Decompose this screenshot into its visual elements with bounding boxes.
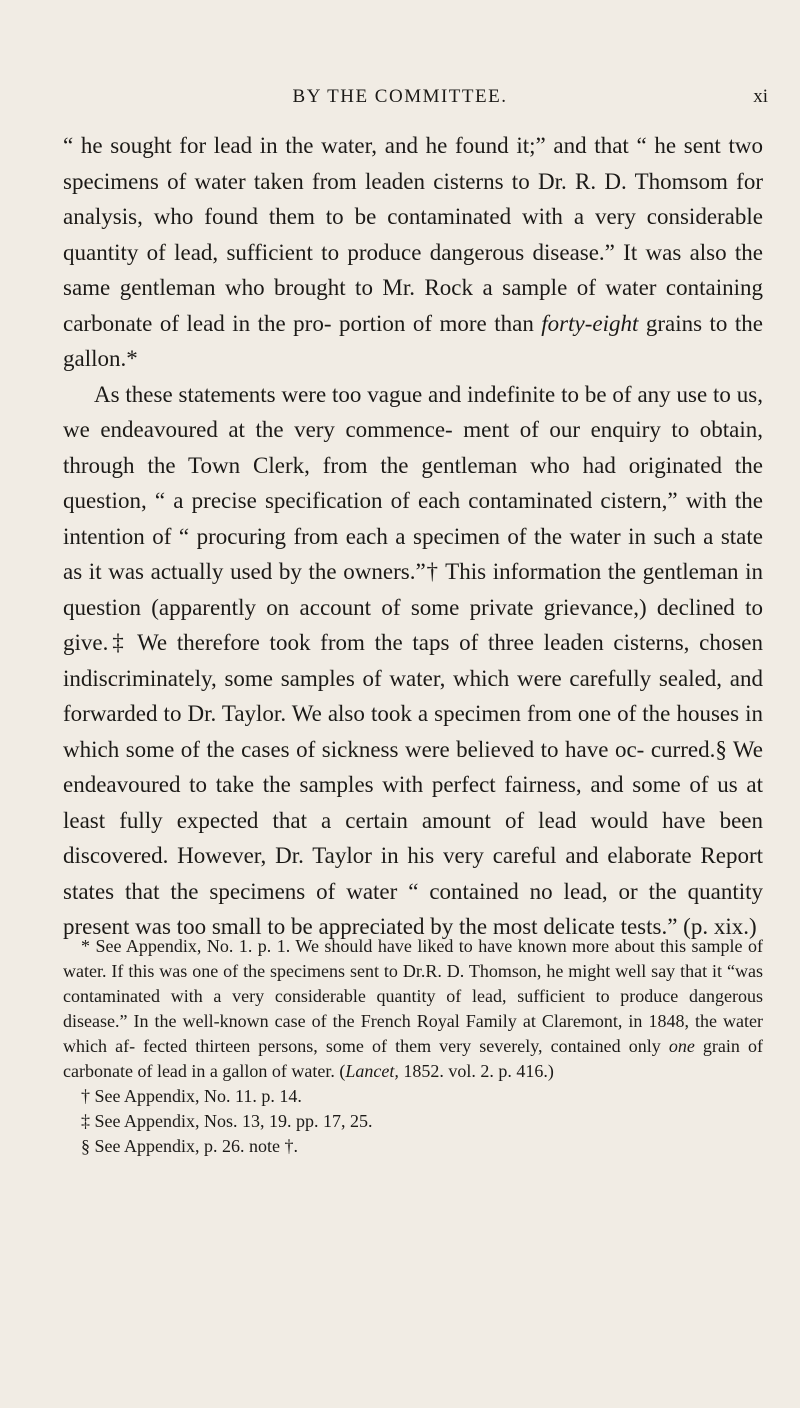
running-head xyxy=(0,86,800,116)
paragraph-1 xyxy=(63,128,763,377)
footnote-4: § See Appendix, p. 26. note †. xyxy=(81,1136,298,1156)
main-text xyxy=(63,128,763,945)
footnote-1-text-c: 1852. vol. 2. p. 416.) xyxy=(398,1061,554,1081)
footnote-1-emphasis-lancet: Lancet, xyxy=(345,1061,399,1081)
footnote-3: ‡ See Appendix, Nos. 13, 19. pp. 17, 25. xyxy=(81,1111,373,1131)
footnote-2: † See Appendix, No. 11. p. 14. xyxy=(81,1086,302,1106)
paragraph-1-text-a: “ he sought for lead in the water, and he found it;” and that “ he sent two specimens of water taken from leaden cisterns to Dr. R. D. Thomsom for analysis, who found them to be contaminated with a very considerable quantity of lead, sufficient to produce dangerous disease.” It was also the same gentleman who brought to Mr. Rock a sample of water containing carbonate of lead in the pro- portion of more than xyxy=(63,133,763,336)
paragraph-1-text-b: grains to the gallon.* xyxy=(63,310,763,371)
footnote-1-text-b: grain of carbonate of lead in a gallon of water. ( xyxy=(63,1036,763,1081)
page-number: xi xyxy=(753,86,768,107)
footnote-1-emphasis-one: one xyxy=(668,1036,695,1056)
paragraph-1-emphasis: forty-eight xyxy=(541,310,639,336)
footnotes xyxy=(63,934,763,1159)
footnote-1 xyxy=(63,934,763,1084)
paragraph-2: As these statements were too vague and indefinite to be of any use to us, we endeavoured at the very commence- ment of our enquiry to obtain, through the Town Clerk, from the gentleman who had originated the question, “ a precise specification of each contaminated cistern,” with the intention of “ procuring from each a specimen of the water in such a state as it was actually used by the owners.”† This information the gentleman in question (apparently on account of some private grievance,) declined to give.‡ We therefore took from the taps of three leaden cisterns, chosen indiscriminately, some samples of water, which were carefully sealed, and forwarded to Dr. Taylor. We also took a specimen from one of the houses in which some of the cases of sickness were believed to have oc- curred.§ We endeavoured to take the samples with perfect fairness, and some of us at least fully expected that a certain amount of lead would have been discovered. However, Dr. Taylor in his very careful and elaborate Report states that the specimens of water “ contained no lead, or the quantity present was too small to be appreciated by the most delicate tests.” (p. xix.) xyxy=(63,381,763,939)
footnote-1-text-a: * See Appendix, No. 1. p. 1. We should have liked to have known more about this sample of water. If this was one of the specimens sent to Dr.R. D. Thomson, he might well say that it “was contaminated with a very considerable quantity of lead, sufficient to produce dangerous disease.” In the well-known case of the French Royal Family at Claremont, in 1848, the water which af- fected thirteen persons, some of them very severely, contained only xyxy=(63,936,763,1056)
running-title: BY THE COMMITTEE. xyxy=(292,86,508,107)
